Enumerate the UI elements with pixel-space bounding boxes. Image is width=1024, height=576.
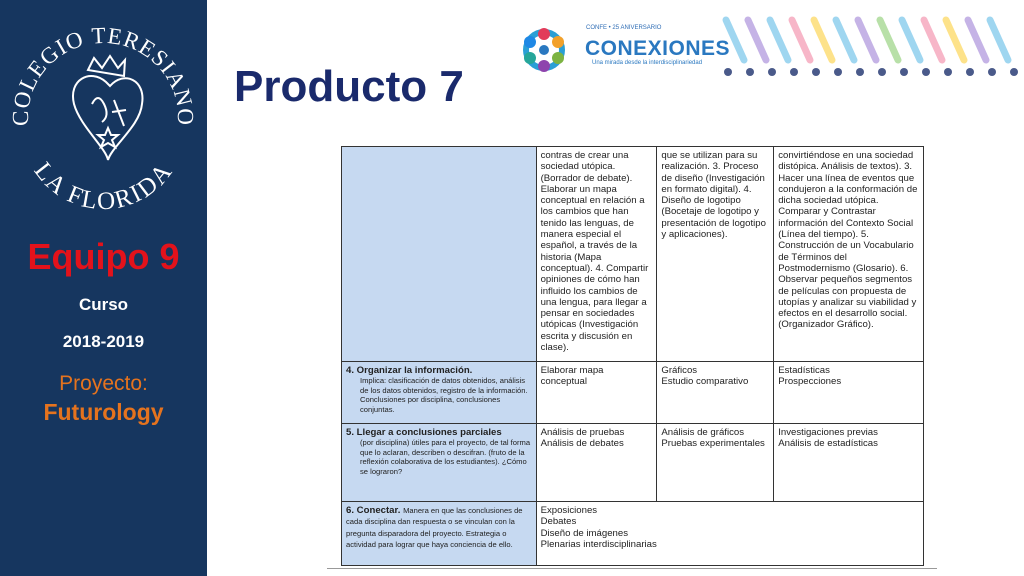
step-description: (por disciplina) útiles para el proyecto, de tal forma que lo aclaran, describen o descifran. (fruto de la reflexión colaborativa de los estudiantes). ¿Cómo se lograron? — [360, 438, 531, 476]
table-row — [342, 362, 924, 424]
crest-top-text: COLEGIO TERESIANO — [7, 22, 199, 127]
svg-text:COLEGIO TERESIANO — [8, 23, 198, 126]
table-cell: contras de crear una sociedad utópica. (Borrador de debate). Elaborar un mapa conceptual en relación a los cambios que han tenido las lenguas, de manera especial el español, a través de la historia (Mapa conceptual). 4. Compartir opiniones de cómo han influido los cambios de una lengua, para llegar a pensar en sociedades utópicas (Investigación escrita y discusión en clase). — [536, 147, 657, 362]
crest-bottom-text: LA FLORIDA — [28, 157, 179, 216]
table-cell: Exposiciones Debates Diseño de imágenes Plenarias interdisciplinarias — [536, 502, 923, 566]
step-description: Implica: clasificación de datos obtenidos, análisis de los datos obtenidos, registro de la información. Conclusiones por disciplina, conclusiones conjuntas. — [360, 376, 528, 414]
decorative-stripes-icon — [720, 14, 1020, 80]
school-crest-icon — [0, 8, 207, 218]
table-cell: Elaborar mapa conceptual — [536, 362, 657, 424]
table-cell: Estadísticas Prospecciones — [774, 362, 924, 424]
course-label: Curso — [78, 295, 129, 314]
table-cell: Análisis de pruebas Análisis de debates — [536, 424, 657, 502]
project-name: Futurology — [43, 399, 164, 425]
table-row — [342, 502, 924, 566]
heart-crown-icon — [73, 56, 142, 160]
step-heading: 5. Llegar a conclusiones parciales — [346, 427, 502, 438]
table-row — [342, 147, 924, 362]
logo-text: CONEXIONES — [585, 37, 731, 60]
product-table — [341, 146, 924, 566]
sidebar — [0, 0, 207, 576]
course-year: 2018-2019 — [62, 332, 145, 351]
table-cell — [342, 502, 537, 566]
slide-title: Producto 7 — [234, 62, 464, 111]
step-heading: 6. Conectar. — [346, 505, 401, 516]
table-cell — [342, 424, 537, 502]
table-cell: Análisis de gráficos Pruebas experimentales — [657, 424, 774, 502]
table-cell — [342, 147, 537, 362]
step-heading: 4. Organizar la información. — [346, 365, 473, 376]
project-label: Proyecto: — [59, 372, 148, 395]
logo-small-text: CONFE • 25 ANIVERSARIO — [586, 25, 662, 31]
table-cell: Gráficos Estudio comparativo — [657, 362, 774, 424]
table-cell: que se utilizan para su realización. 3. Proceso de diseño (Investigación en formato digital). 4. Diseño de logotipo (Bocetaje de logotipo y presentación de logotipo y aplicaciones). — [657, 147, 774, 362]
step-description: Manera en que las conclusiones de cada disciplina dan respuesta o se vinculan con la pregunta disparadora del proyecto. Estrategia o actividad para lograr que haya conciencia de ello. — [346, 506, 523, 549]
table-cell — [342, 362, 537, 424]
table-cell: Investigaciones previas Análisis de estadísticas — [774, 424, 924, 502]
team-name: Equipo 9 — [27, 236, 180, 277]
table-row — [342, 424, 924, 502]
table-cell: convirtiéndose en una sociedad distópica. Análisis de textos). 3. Hacer una línea de eventos que condujeron a la conformación de dicha sociedad utópica. Comparar y Contrastar información del Contexto Social (Línea del tiempo). 5. Construcción de un Vocabulario de Términos del Postmodernismo (Glosario). 6. Observar pequeños segmentos de películas con propuesta de utopías y analizar su viabilidad y efectos en el desarrollo social. (Organizador Gráfico). — [774, 147, 924, 362]
svg-text:LA FLORIDA — [29, 157, 179, 215]
logo-tagline: Una mirada desde la interdisciplinariedad — [592, 60, 703, 66]
divider — [327, 568, 937, 569]
